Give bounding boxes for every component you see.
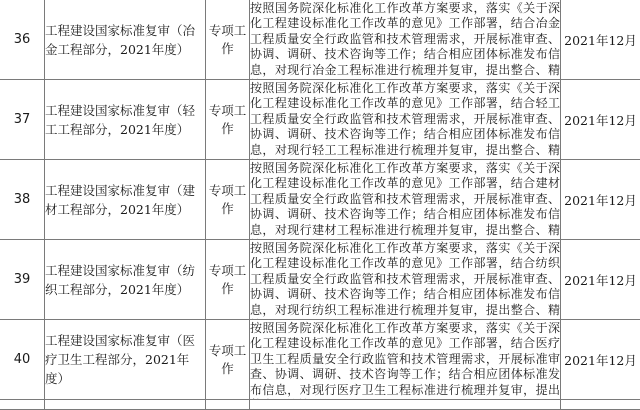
completion-date: 2021年12月 xyxy=(561,80,640,160)
project-description: 按照国务院深化标准化工作改革方案要求，落实《关于深化工程建设标准化工作改革的意见》工作部署，结合冶金工程质量安全行政监管和技术管理需求，开展标准审查、协调、调研、技术咨询等工作；结合相应团体标准发布信息，对现行冶金工程标准进行梳理并复审，提出整合、精 xyxy=(250,1,560,79)
table-row xyxy=(0,160,640,240)
project-description-cell xyxy=(250,320,561,400)
project-name: 工程建设国家标准复审（纺织工程部分，2021年度） xyxy=(45,240,206,320)
project-type-empty xyxy=(206,400,250,410)
completion-date: 2021年12月 xyxy=(561,0,640,80)
completion-date: 2021年12月 xyxy=(561,240,640,320)
project-description-cell xyxy=(250,0,561,80)
project-description-cell-empty xyxy=(250,400,561,410)
project-name: 工程建设国家标准复审（医疗卫生工程部分，2021年度） xyxy=(45,320,206,400)
completion-date-empty xyxy=(561,400,640,410)
row-number: 36 xyxy=(0,0,45,80)
completion-date: 2021年12月 xyxy=(561,160,640,240)
project-description: 按照国务院深化标准化工作改革方案要求，落实《关于深化工程建设标准化工作改革的意见》工作部署，结合轻工工程质量安全行政监管和技术管理需求，开展标准审查、协调、调研、技术咨询等工作；结合相应团体标准发布信息，对现行轻工工程标准进行梳理并复审，提出整合、精 xyxy=(250,81,560,159)
row-number-empty xyxy=(0,400,45,410)
project-type: 专项工作 xyxy=(206,320,250,400)
project-description: 按照国务院深化标准化工作改革方案要求，落实《关于深化工程建设标准化工作改革的意见》工作部署，结合医疗卫生工程质量安全行政监管和技术管理需求，开展标准审查、协调、调研、技术咨询等工作；结合相应团体标准发布信息，对现行医疗卫生工程标准进行梳理并复审，提出 xyxy=(250,321,560,399)
table-row xyxy=(0,240,640,320)
project-type: 专项工作 xyxy=(206,240,250,320)
project-name: 工程建设国家标准复审（轻工工程部分，2021年度） xyxy=(45,80,206,160)
table-row-partial xyxy=(0,400,640,410)
table-row xyxy=(0,320,640,400)
project-description: 按照国务院深化标准化工作改革方案要求，落实《关于深化工程建设标准化工作改革的意见》工作部署，结合纺织工程质量安全行政监管和技术管理需求，开展标准审查、协调、调研、技术咨询等工作；结合相应团体标准发布信息，对现行纺织工程标准进行梳理并复审，提出整合、精 xyxy=(250,241,560,319)
row-number: 37 xyxy=(0,80,45,160)
row-number: 40 xyxy=(0,320,45,400)
project-type: 专项工作 xyxy=(206,0,250,80)
project-type: 专项工作 xyxy=(206,160,250,240)
project-description-cell xyxy=(250,240,561,320)
row-number: 38 xyxy=(0,160,45,240)
row-number: 39 xyxy=(0,240,45,320)
table-row xyxy=(0,80,640,160)
table-row xyxy=(0,0,640,80)
project-description-cell xyxy=(250,160,561,240)
project-type: 专项工作 xyxy=(206,80,250,160)
project-description-cell xyxy=(250,80,561,160)
project-name: 工程建设国家标准复审（建材工程部分，2021年度） xyxy=(45,160,206,240)
completion-date: 2021年12月 xyxy=(561,320,640,400)
project-description: 按照国务院深化标准化工作改革方案要求，落实《关于深化工程建设标准化工作改革的意见》工作部署，结合建材工程质量安全行政监管和技术管理需求，开展标准审查、协调、调研、技术咨询等工作；结合相应团体标准发布信息，对现行建材工程标准进行梳理并复审，提出整合、精 xyxy=(250,161,560,239)
project-name-empty xyxy=(45,400,206,410)
project-name: 工程建设国家标准复审（冶金工程部分，2021年度） xyxy=(45,0,206,80)
